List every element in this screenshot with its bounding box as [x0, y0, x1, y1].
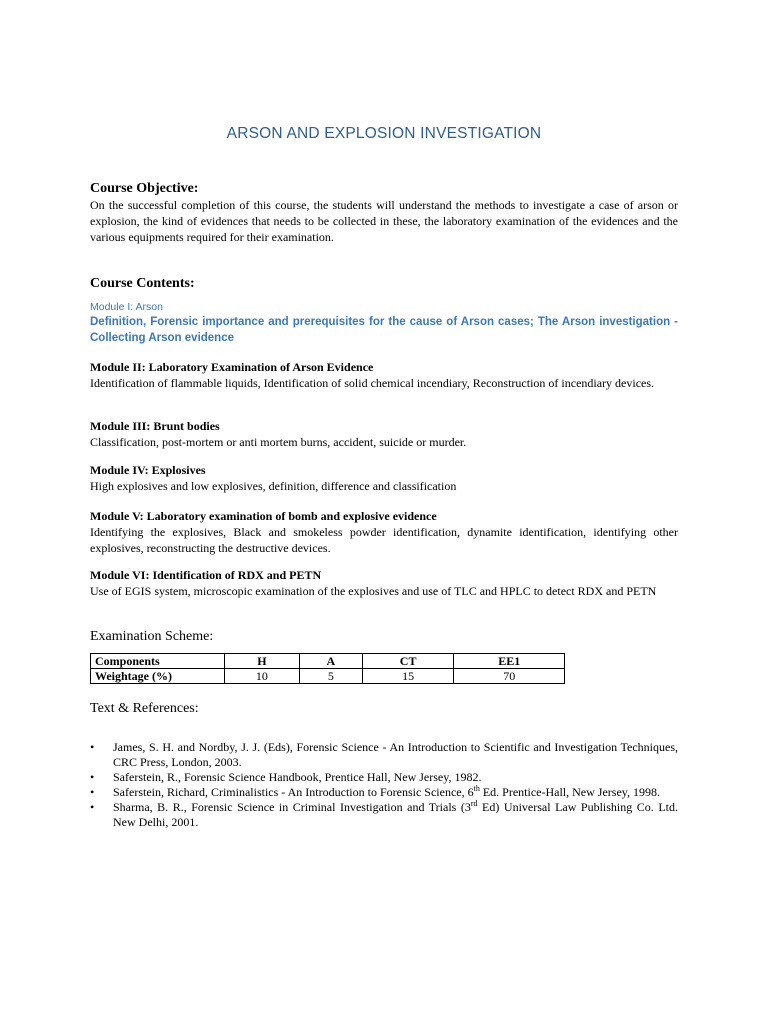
module-4-text: High explosives and low explosives, definition, difference and classification [90, 479, 457, 493]
module-2-title: Module II: Laboratory Examination of Arson Evidence [90, 360, 374, 374]
table-cell: 15 [362, 669, 454, 684]
table-cell: 70 [454, 669, 565, 684]
table-header-cell: Components [91, 654, 225, 669]
reference-item: • Sharma, B. R., Forensic Science in Criminal Investigation and Trials (3rd Ed) Universal Law Publishing Co. Ltd. New Delhi, 2001. [90, 799, 678, 829]
course-objective-text: On the successful completion of this course, the students will understand the methods to investigate a case of arson or explosion, the kind of evidences that needs to be collected in these, the laboratory examination of the evidences and the various equipments required for their examination. [90, 198, 678, 244]
course-contents-heading: Course Contents: [90, 276, 195, 291]
module-5-title: Module V: Laboratory examination of bomb and explosive evidence [90, 509, 437, 523]
examination-scheme-table [90, 653, 565, 684]
examination-scheme-section [90, 628, 678, 645]
reference-item: • Saferstein, R., Forensic Science Handbook, Prentice Hall, New Jersey, 1982. [90, 770, 482, 784]
bullet-icon: • [90, 770, 95, 784]
course-contents-section [90, 275, 678, 292]
module-2 [90, 360, 678, 391]
bullet-icon: • [90, 740, 95, 754]
module-5 [90, 509, 678, 556]
reference-item: • Saferstein, Richard, Criminalistics - An Introduction to Forensic Science, 6th Ed. Prentice-Hall, New Jersey, 1998. [90, 784, 660, 799]
references-heading: Text & References: [90, 701, 199, 716]
module-4-title: Module IV: Explosives [90, 463, 206, 477]
module-5-text: Identifying the explosives, Black and smokeless powder identification, dynamite identification, identifying other explosives, reconstructing the destructive devices. [90, 525, 678, 555]
module-6 [90, 568, 678, 599]
table-cell: Weightage (%) [91, 669, 225, 684]
course-objective-section [90, 180, 678, 245]
module-1-title: Module I: Arson [90, 301, 163, 313]
module-1 [90, 300, 678, 346]
table-cell: 10 [225, 669, 300, 684]
module-2-text: Identification of flammable liquids, Identification of solid chemical incendiary, Reconstruction of incendiary devices. [90, 376, 655, 390]
table-header-cell: EE1 [454, 654, 565, 669]
module-3-text: Classification, post-mortem or anti mortem burns, accident, suicide or murder. [90, 435, 467, 449]
table-row [91, 669, 565, 684]
table-header-cell: A [299, 654, 362, 669]
module-3-title: Module III: Brunt bodies [90, 419, 220, 433]
bullet-icon: • [90, 800, 95, 814]
module-6-title: Module VI: Identification of RDX and PETN [90, 568, 322, 582]
reference-item: • James, S. H. and Nordby, J. J. (Eds), Forensic Science - An Introduction to Scientific and Investigation Techniques, CRC Press, London, 2003. [90, 740, 678, 769]
module-3 [90, 419, 678, 450]
references-list [90, 740, 678, 830]
module-6-text: Use of EGIS system, microscopic examination of the explosives and use of TLC and HPLC to detect RDX and PETN [90, 584, 657, 598]
module-1-text: Definition, Forensic importance and prerequisites for the cause of Arson cases; The Arson investigation - Collecting Arson evidence [90, 316, 678, 344]
table-header-cell: CT [362, 654, 454, 669]
examination-scheme-heading: Examination Scheme: [90, 629, 214, 644]
course-objective-heading: Course Objective: [90, 181, 199, 196]
page-title: ARSON AND EXPLOSION INVESTIGATION [226, 125, 542, 142]
references-section [90, 700, 678, 717]
table-cell: 5 [299, 669, 362, 684]
bullet-icon: • [90, 785, 95, 799]
table-header-cell: H [225, 654, 300, 669]
module-4 [90, 463, 678, 494]
table-header-row [91, 654, 565, 669]
